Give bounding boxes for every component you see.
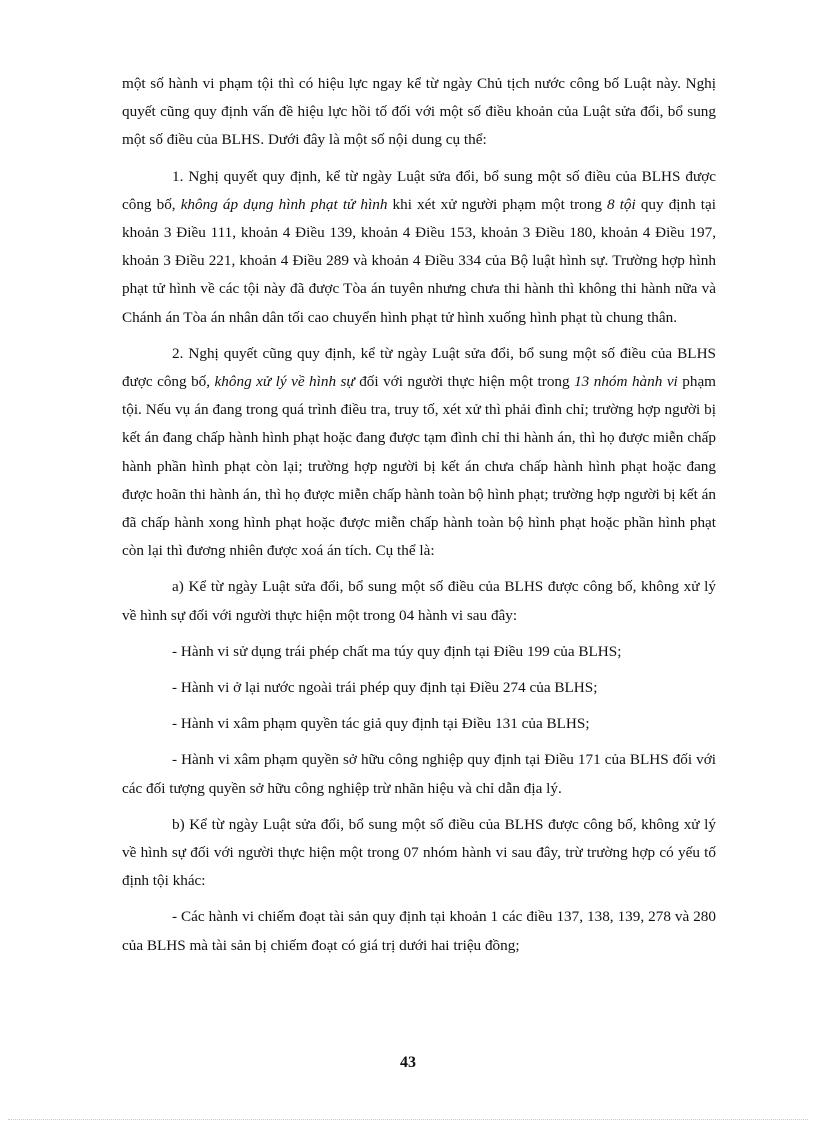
paragraph-intro [122,70,716,155]
emphasis-text: 8 tội [607,195,636,213]
emphasis-text: không áp dụng hình phạt tử hình [180,195,388,213]
text-run: một số hành vi phạm tội thì có hiệu lực ngay kể từ ngày Chủ tịch nước công bố Luật này. Nghị quyết cũng quy định vấn đề hiệu lực hồi tố đối với một số điều khoản của Luật sửa đổi, bổ sung một số điều của BLHS. Dưới đây là một số nội dung cụ thể: [122,75,716,149]
page-number: 43 [400,1054,416,1071]
text-run: quy định tại khoản 3 Điều 111, khoản 4 Điều 139, khoản 4 Điều 153, khoản 3 Điều 180, khoản 4 Điều 197, khoản 3 Điều 221, khoản 4 Điều 289 và khoản 4 Điều 334 của Bộ luật hình sự. Trường hợp hình phạt tử hình về các tội này đã được Tòa án tuyên nhưng chưa thi hành thì không thi hành nữa và Chánh án Tòa án nhân dân tối cao chuyển hình phạt tử hình xuống hình phạt tù chung thân. [122,195,716,326]
list-item [122,674,716,702]
text-run: khi xét xử người phạm một trong [387,195,608,213]
list-item [122,903,716,959]
text-run: 2. Nghị quyết cũng quy định, kể từ ngày Luật sửa đổi, bổ sung một số điều của BLHS được công bố, [122,344,716,391]
emphasis-text: không xử lý về hình sự [214,373,355,391]
list-item [122,638,716,666]
text-run: đối với người thực hiện một trong [354,373,575,391]
text-run: - Hành vi sử dụng trái phép chất ma túy quy định tại Điều 199 của BLHS; [172,642,622,660]
text-run: a) Kể từ ngày Luật sửa đổi, bổ sung một số điều của BLHS được công bố, không xử lý về hình sự đối với người thực hiện một trong 04 hành vi sau đây: [122,578,716,624]
text-run: - Hành vi xâm phạm quyền tác giả quy định tại Điều 131 của BLHS; [172,715,590,733]
list-item [122,710,716,738]
text-run: b) Kể từ ngày Luật sửa đổi, bổ sung một số điều của BLHS được công bố, không xử lý về hình sự đối với người thực hiện một trong 07 nhóm hành vi sau đây, trừ trường hợp có yếu tố định tội khác: [122,815,716,890]
footer-divider [8,1119,808,1120]
text-run: phạm tội. Nếu vụ án đang trong quá trình điều tra, truy tố, xét xử thì phải đình chỉ; trường hợp người bị kết án đang chấp hành hình phạt hoặc đang được tạm đình chỉ thi hành án, thì họ được miễn chấp hành phần hình phạt còn lại; trường hợp người bị kết án chưa chấp hành hình phạt hoặc đang được hoãn thi hành án, thì họ được miễn chấp hành toàn bộ hình phạt; trường hợp người bị kết án đã chấp hành xong hình phạt hoặc được miễn chấp hành toàn bộ hình phạt hoặc phần hình phạt còn lại thì đương nhiên được xoá án tích. Cụ thể là: [122,373,716,560]
text-run: - Hành vi ở lại nước ngoài trái phép quy định tại Điều 274 của BLHS; [172,679,598,697]
paragraph-subitem-a [122,573,716,629]
emphasis-text: 13 nhóm hành vi [574,373,678,391]
text-run: 1. Nghị quyết quy định, kể từ ngày Luật sửa đổi, bổ sung một số điều của BLHS được công bố, [122,167,716,213]
text-run: - Các hành vi chiếm đoạt tài sản quy định tại khoản 1 các điều 137, 138, 139, 278 và 280 của BLHS mà tài sản bị chiếm đoạt có giá trị dưới hai triệu đồng; [122,908,716,954]
list-item [122,746,716,802]
text-run: - Hành vi xâm phạm quyền sở hữu công nghiệp quy định tại Điều 171 của BLHS đối với các đối tượng quyền sở hữu công nghiệp trừ nhãn hiệu và chỉ dẫn địa lý. [122,751,716,797]
paragraph-item-1 [122,163,716,332]
paragraph-subitem-b [122,811,716,896]
paragraph-item-2 [122,340,716,566]
document-body [122,70,716,968]
